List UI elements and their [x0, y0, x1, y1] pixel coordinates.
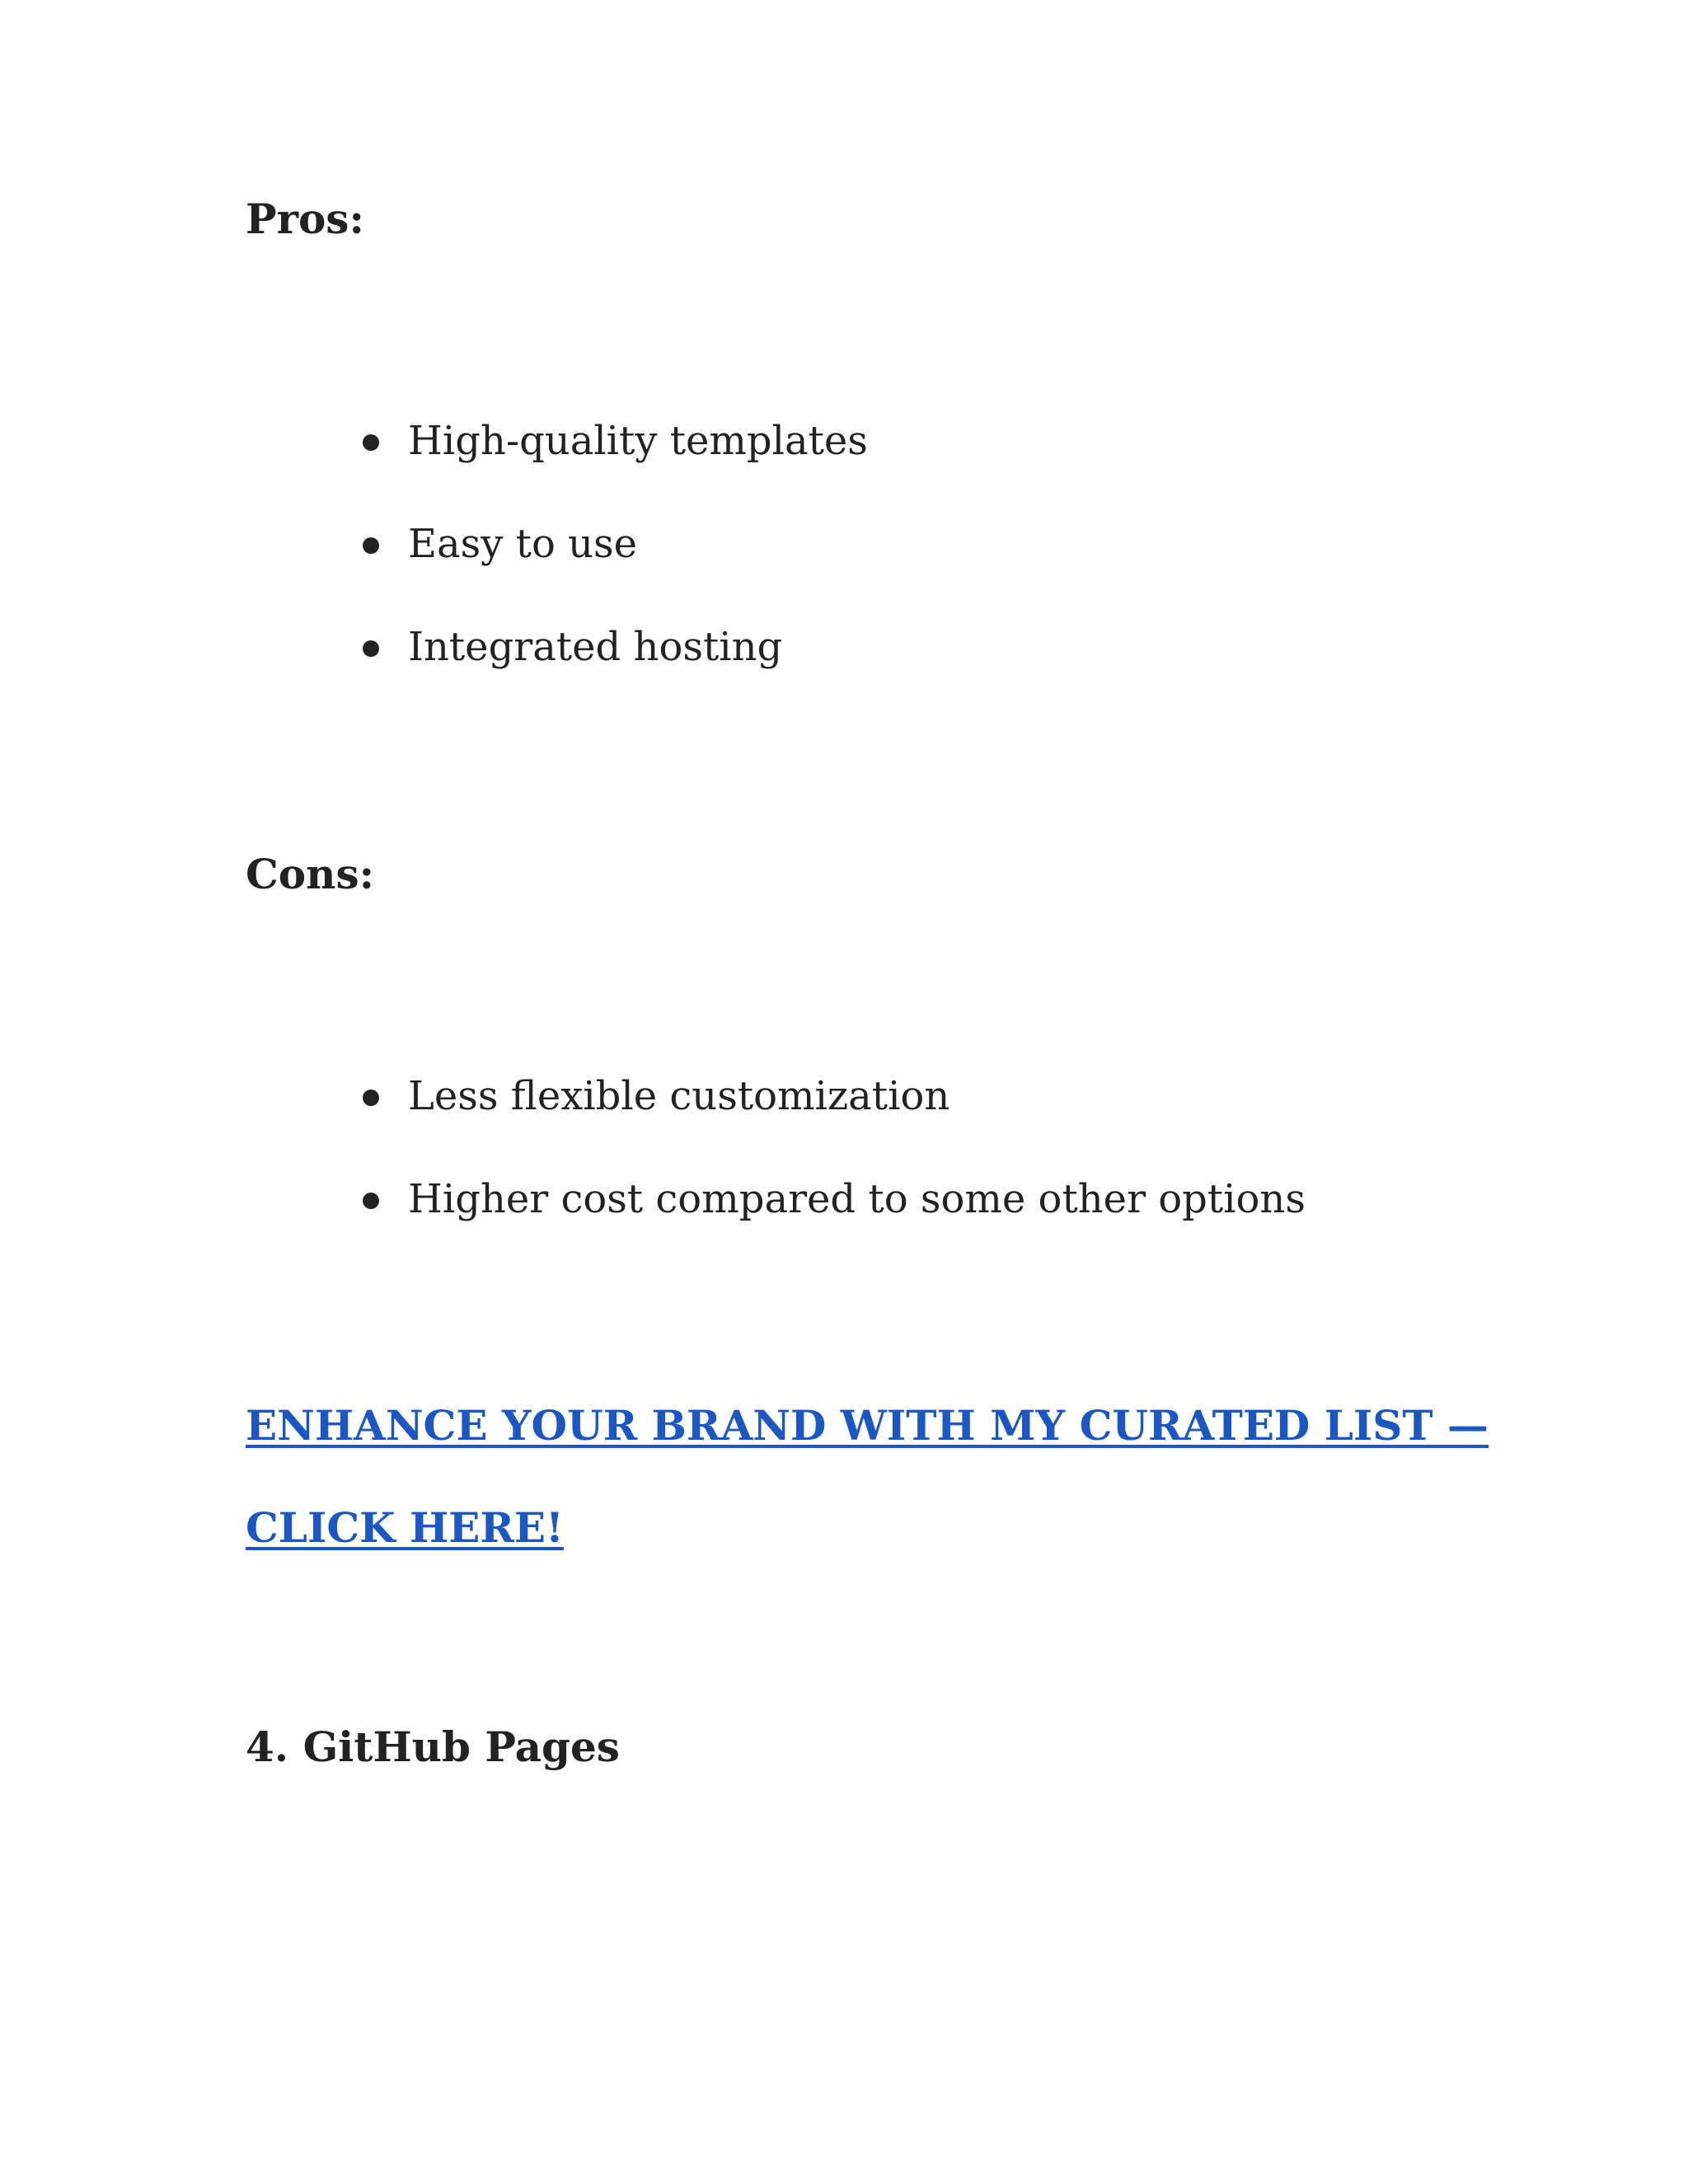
- bullet-icon: [363, 640, 379, 657]
- bullet-icon: [363, 1193, 379, 1209]
- cons-heading: Cons:: [246, 850, 375, 898]
- pros-heading: Pros:: [246, 194, 364, 243]
- list-item-text: Integrated hosting: [408, 624, 783, 670]
- list-item-text: Higher cost compared to some other options: [408, 1176, 1306, 1222]
- list-item-text: Easy to use: [408, 521, 638, 567]
- list-item-text: Less flexible customization: [408, 1073, 950, 1119]
- bullet-icon: [363, 434, 379, 451]
- github-pages-heading: 4. GitHub Pages: [246, 1722, 620, 1771]
- curated-list-link-line-2[interactable]: CLICK HERE!: [246, 1503, 564, 1552]
- bullet-icon: [363, 1090, 379, 1106]
- list-item-text: High-quality templates: [408, 418, 868, 464]
- bullet-icon: [363, 537, 379, 554]
- curated-list-link-line-1[interactable]: ENHANCE YOUR BRAND WITH MY CURATED LIST —: [246, 1401, 1489, 1450]
